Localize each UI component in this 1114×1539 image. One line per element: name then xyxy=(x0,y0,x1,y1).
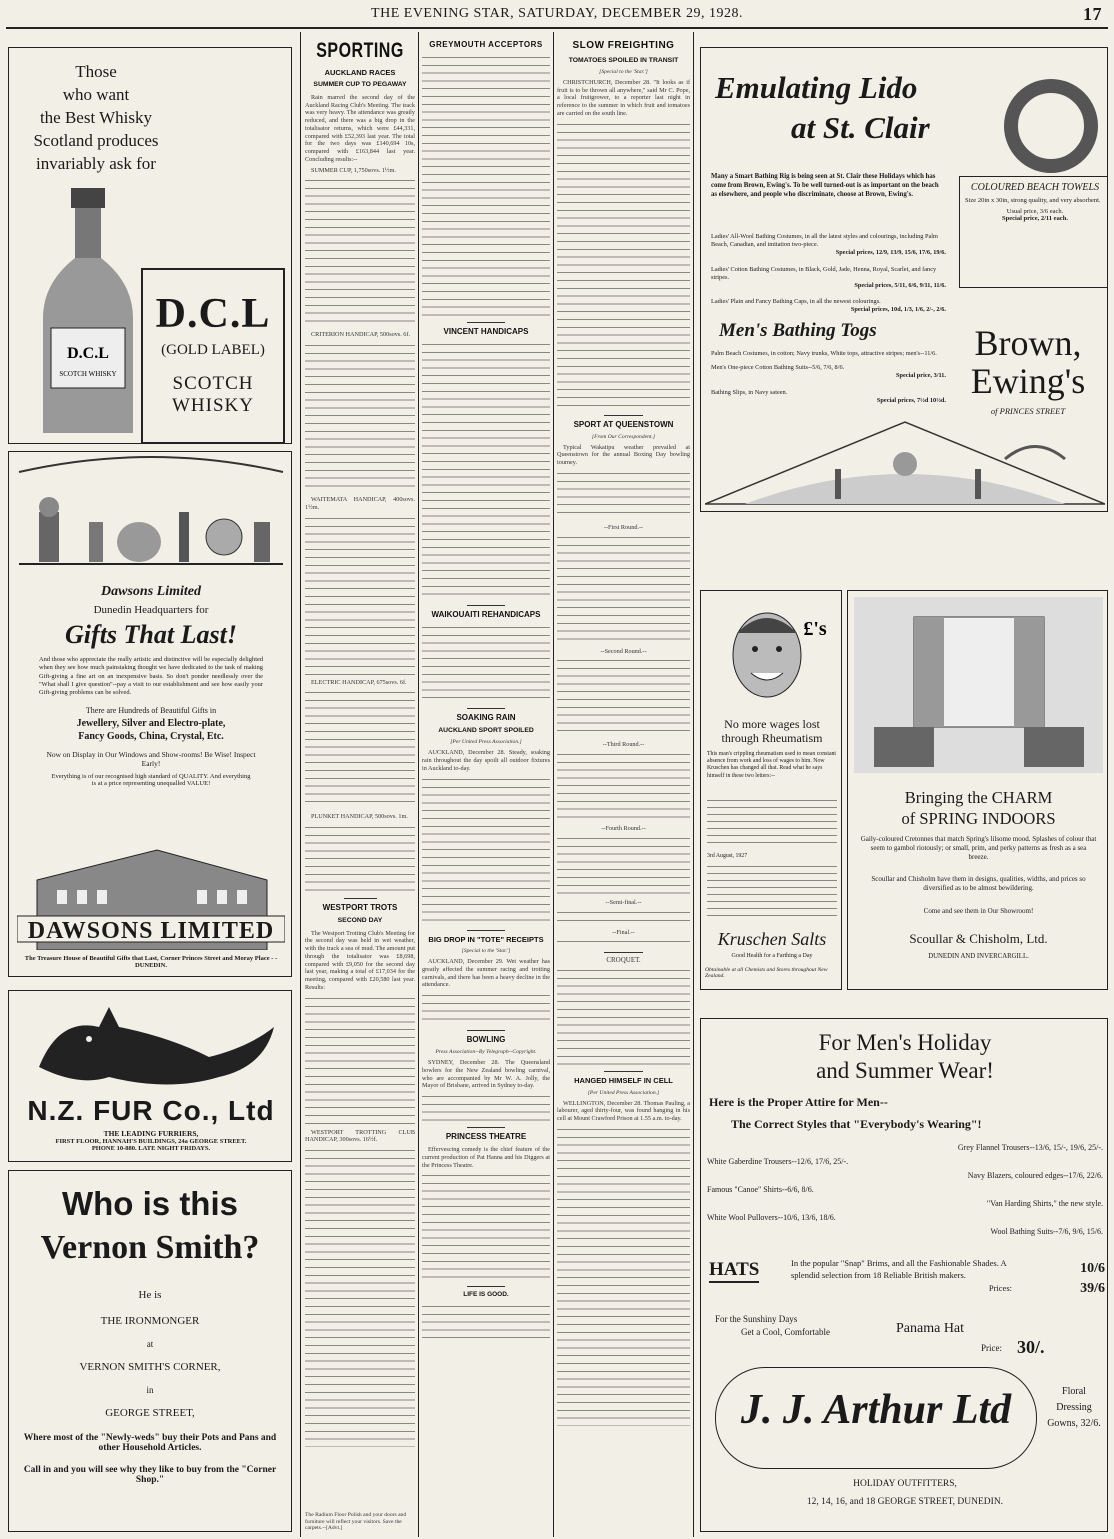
kruschen-availability: Obtainable at all Chemists and Stores throughout New Zealand. xyxy=(705,967,828,979)
scoullar-head1: Bringing the CHARM xyxy=(904,788,1053,807)
source-line: [From Our Correspondent.] xyxy=(591,433,656,440)
panama-hat: Panama Hat xyxy=(896,1321,965,1336)
masthead xyxy=(0,4,1114,26)
vernon-line: VERNON SMITH'S CORNER, xyxy=(79,1361,221,1373)
source-line: [Per United Press Association.] xyxy=(587,1089,660,1096)
kruschen-ad xyxy=(700,590,842,990)
article-text xyxy=(557,121,690,411)
togs-item-price: Special prices, 7½d 10½d. xyxy=(876,396,946,404)
divider xyxy=(467,1286,505,1287)
race-results-text xyxy=(305,342,415,492)
fur-ad xyxy=(8,990,292,1162)
kruschen-head2: through Rheumatism xyxy=(721,731,823,745)
brand-ewings: Ewing's xyxy=(970,361,1086,401)
section-heading: BIG DROP IN "TOTE" RECEIPTS xyxy=(428,934,544,944)
radium-advt: The Radium Floor Polish and your doors and furniture will reflect your visitors. Save the carpets.--[Advt.] xyxy=(305,1512,407,1532)
vernon-question: Who is this xyxy=(62,1185,238,1222)
vernon-line: in xyxy=(146,1385,154,1395)
dawsons-ad xyxy=(8,451,292,977)
dawsons-hundreds: There are Hundreds of Beautiful Gifts in xyxy=(85,705,217,715)
divider xyxy=(604,1071,644,1072)
togs-item-price: Special price, 3/11. xyxy=(895,372,946,380)
article-paragraph: AUCKLAND, December 29. Wet weather has greatly affected the summer racing and trotting carnivals, and there has been a heavy decline in the attendance. xyxy=(422,958,550,989)
brown-ewings-ad xyxy=(700,47,1108,512)
race-heading: SUMMER CUP, 1,750sovs. 1½m. xyxy=(311,166,396,174)
round-heading: --First Round.-- xyxy=(603,523,644,531)
smiling-man-illustration xyxy=(707,597,835,715)
lido-item-price: Special prices, 10d, 1/3, 1/6, 2/-, 2/6. xyxy=(850,306,946,314)
fur-address: FIRST FLOOR, HANNAH'S BUILDINGS, 24a GEORGE STREET. xyxy=(55,1138,247,1145)
article-paragraph: WELLINGTON, December 28. Thomas Pauling, a labourer, aged thirty-four, was found hanging in his cell at Mount Crawford Prison at 1.55 a.m. to-day. xyxy=(557,1099,690,1123)
source-line: Press Association--By Telegraph--Copyright. xyxy=(435,1049,537,1056)
dawsons-list1: Jewellery, Silver and Electro-plate, xyxy=(76,717,226,729)
handicaps-text xyxy=(422,624,550,704)
section-heading: LIFE IS GOOD. xyxy=(463,1291,509,1299)
hats-text: In the popular "Snap" Brims, and all the Fashionable Shades. A splendid selection from 18 Reliable British makers. xyxy=(791,1258,1007,1280)
greymouth-heading: GREYMOUTH ACCEPTORS xyxy=(429,40,543,49)
dawsons-name: Dawsons Limited xyxy=(101,584,201,599)
whisky-line: Scotland produces xyxy=(33,131,159,150)
slow-freighting-heading: SLOW FREIGHTING xyxy=(572,40,675,51)
section-heading: WAIKOUAITI REHANDICAPS xyxy=(431,610,541,619)
race-results-text xyxy=(305,515,415,675)
dawsons-every: Everything is of our recognised high standard of QUALITY. And everything is at a price representing unequalled VALUE! xyxy=(51,772,251,787)
round-heading: --Semi-final.-- xyxy=(605,898,642,906)
whisky-label: (GOLD LABEL) xyxy=(161,342,265,358)
column-rule xyxy=(553,32,554,1537)
arthur-sub2: The Correct Styles that "Everybody's Wearing"! xyxy=(731,1117,982,1131)
section-subheading: SUMMER CUP TO PEGAWAY xyxy=(313,81,407,89)
vernon-line: THE IRONMONGER xyxy=(100,1315,200,1327)
vernon-line: Where most of the "Newly-weds" buy their Pots and Pans and other Household Articles. xyxy=(23,1433,277,1453)
divider xyxy=(604,415,644,416)
towels-box xyxy=(959,176,1108,288)
round-heading: --Second Round.-- xyxy=(600,647,647,655)
article-text xyxy=(422,1172,550,1282)
hats-price-low: 10/6 xyxy=(1080,1261,1105,1276)
article-text xyxy=(557,470,690,520)
article-paragraph: Typical Wakatipu weather prevailed at Queenstown for the annual Boxing Day bowling tourney. xyxy=(557,443,690,467)
section-heading: BOWLING xyxy=(466,1035,506,1045)
divider xyxy=(467,322,505,323)
divider xyxy=(604,952,644,953)
divider xyxy=(467,930,505,931)
mens-togs-heading: Men's Bathing Togs xyxy=(719,320,877,341)
column-rule xyxy=(693,32,694,1537)
fox-icon xyxy=(19,997,283,1097)
arthur-logo: J. J. Arthur Ltd xyxy=(740,1387,1012,1433)
lido-item: Ladies' Plain and Fancy Bathing Caps, in all the newest colourings. xyxy=(711,298,881,306)
article-paragraph: Rain marred the second day of the Auckland Racing Club's Meeting. The track was very heavy. The attendance was greatly reduced, and there was a big drop in the totalisator returns, which were £44,331, compared with £52,393 last year. The total for the two days was £140,694 10s, compared with £163,844 last year. Concluding results:-- xyxy=(305,93,415,163)
vernon-line: Call in and you will see why they like to buy from the "Corner Shop." xyxy=(23,1465,277,1485)
whisky-brand: D.C.L xyxy=(155,291,271,337)
slow-freighting-column xyxy=(557,34,690,1534)
kruschen-head1: No more wages lost xyxy=(724,717,820,731)
divider xyxy=(467,1030,505,1031)
results-text xyxy=(557,938,690,948)
article-paragraph: Effervescing comedy is the chief feature of the current production of Pat Hanna and his Diggers at the Princess Theatre. xyxy=(422,1146,550,1169)
brand-princes-street: of PRINCES STREET xyxy=(990,406,1066,416)
arthur-item: Famous "Canoe" Shirts--6/6, 8/6. xyxy=(707,1185,814,1194)
arthur-item: White Gaberdine Trousers--12/6, 17/6, 25/-. xyxy=(707,1157,849,1166)
article-text xyxy=(422,1093,550,1123)
lido-item-price: Special prices, 5/11, 6/6, 9/11, 11/6. xyxy=(854,281,946,289)
article-text xyxy=(422,1303,550,1343)
panama-price-label: Price: xyxy=(981,1343,1002,1353)
togs-item: Palm Beach Costumes, in cotton; Navy trunks, White tops, attractive stripes; men's--11/6. xyxy=(711,350,937,357)
race-results-text xyxy=(305,1147,415,1447)
dawsons-sub: Dunedin Headquarters for xyxy=(93,604,209,616)
dawsons-building-name: DAWSONS LIMITED xyxy=(27,918,275,944)
whisky-line: Those xyxy=(75,62,117,81)
arthur-item: Navy Blazers, coloured edges--17/6, 22/6. xyxy=(967,1171,1103,1180)
scoullar-body: Gaily-coloured Cretonnes that match Spring's lilsome mood. Splashes of colour that seem to gambol riotously; or small, prim, and perky patterns as fresh as a sea breeze. xyxy=(860,835,1097,862)
round-heading: --Fourth Round.-- xyxy=(601,825,646,833)
article-text xyxy=(422,776,550,926)
section-heading: AUCKLAND RACES xyxy=(324,68,396,77)
scoullar-head2: of SPRING INDOORS xyxy=(901,809,1056,828)
section-heading: VINCENT HANDICAPS xyxy=(443,327,529,336)
article-paragraph: CHRISTCHURCH, December 28. "It looks as if fruit is to be thrown all anywhere," said Mr C. Pope, a local fruitgrower, to a reporter last night in reference to the summer in which fruit and tomatoes are carried on the south line. xyxy=(557,78,690,117)
togs-item: Bathing Slips, in Navy sateen. xyxy=(711,388,788,396)
whisky-product: SCOTCH WHISKY xyxy=(172,373,254,416)
vernon-line: He is xyxy=(138,1289,162,1301)
towels-usual: Usual price, 3/6 each. xyxy=(1006,208,1064,215)
dawsons-now: Now on Display in Our Windows and Show-rooms! Be Wise! Inspect Early! xyxy=(46,749,256,768)
panama-price: 30/. xyxy=(1017,1337,1045,1357)
dawsons-gifts-illustration xyxy=(9,452,292,582)
towels-desc: Size 20in x 30in, strong quality, and very absorbent. xyxy=(965,197,1101,204)
whisky-ad xyxy=(8,47,292,444)
floral-gowns: Floral Dressing Gowns, 32/6. xyxy=(1047,1386,1101,1429)
dawsons-foot: The Treasure House of Beautiful Gifts that Last, Corner Princes Street and Moray Place - - DUNEDIN. xyxy=(24,955,278,969)
results-text xyxy=(557,534,690,644)
arthur-head1: For Men's Holiday xyxy=(818,1030,992,1055)
divider xyxy=(467,605,505,606)
kruschen-letter xyxy=(707,797,837,847)
kruschen-name: Kruschen Salts xyxy=(717,929,827,949)
section-heading: SPORT AT QUEENSTOWN xyxy=(573,419,674,429)
section-heading: WESTPORT TROTS xyxy=(322,903,398,913)
article-paragraph: The Westport Trotting Club's Meeting for the second day was held in wet weather, with the track a sea of mud. The amount put through the totalisator was £8,698, compared with £9,050 for the second day last year, making a total of £17,034 for the meeting, compared with £20,580 last year. Results: xyxy=(305,929,415,991)
togs-item: Men's One-piece Cotton Bathing Suits--5/6, 7/6, 8/6. xyxy=(711,364,845,372)
divider xyxy=(467,1127,505,1128)
race-heading: WESTPORT TROTTING CLUB HANDICAP, 300sovs. 16½f. xyxy=(305,1128,415,1144)
dawsons-list2: Fancy Goods, China, Crystal, Etc. xyxy=(78,730,224,742)
scoullar-body2: Scoullar and Chisholm have them in designs, qualities, widths, and prices so diversified as to be almost bewildering. xyxy=(871,875,1086,893)
lido-item: Ladies' All-Wool Bathing Costumes, in all the latest styles and colourings, including Palm Beach, Canadian, and imitation two-piece. xyxy=(711,233,938,249)
race-results-text xyxy=(305,177,415,327)
sunshiny-line: Get a Cool, Comfortable xyxy=(741,1327,830,1337)
section-subheading: AUCKLAND SPORT SPOILED xyxy=(438,727,534,734)
arthur-ad xyxy=(700,1018,1108,1532)
svg-text:SCOTCH WHISKY: SCOTCH WHISKY xyxy=(59,370,117,378)
sporting-heading: SPORTING xyxy=(316,40,404,63)
section-subheading: TOMATOES SPOILED IN TRANSIT xyxy=(568,56,679,64)
svg-text:D.C.L: D.C.L xyxy=(67,345,109,362)
svg-text:£'s: £'s xyxy=(803,618,827,640)
masthead-title: THE EVENING STAR, SATURDAY, DECEMBER 29, 1928. xyxy=(371,6,743,21)
vernon-line: at xyxy=(146,1339,154,1349)
results-text xyxy=(557,751,690,821)
divider xyxy=(344,898,377,899)
arthur-address: 12, 14, 16, and 18 GEORGE STREET, DUNEDIN. xyxy=(806,1497,1004,1507)
article-paragraph: SYDNEY, December 28. The Queensland bowlers for the New Zealand bowling carnival, who are accompanied by Mr W. A. Jolly, the Mayor of Brisbane, arrived in Sydney to-day. xyxy=(422,1059,550,1090)
arthur-logo-panel xyxy=(715,1367,1037,1469)
section-heading: SOAKING RAIN xyxy=(456,713,516,722)
sunshiny-line: For the Sunshiny Days xyxy=(715,1314,798,1324)
source-line: [Special to the 'Star.'] xyxy=(461,948,511,955)
section-heading: CROQUET. xyxy=(606,956,641,965)
column-rule xyxy=(418,32,419,1537)
room-interior-illustration xyxy=(854,597,1103,773)
fur-name: N.Z. FUR Co., Ltd xyxy=(27,1095,275,1126)
arthur-sub1: Here is the Proper Attire for Men-- xyxy=(709,1095,888,1109)
section-heading: HANGED HIMSELF IN CELL xyxy=(574,1076,673,1086)
arthur-item: Wool Bathing Suits--7/6, 9/6, 15/6. xyxy=(990,1227,1103,1236)
vernon-line: GEORGE STREET, xyxy=(105,1407,195,1419)
divider xyxy=(467,708,505,709)
race-results-text xyxy=(305,995,415,1125)
kruschen-date: 3rd August, 1927 xyxy=(707,853,748,859)
fur-tagline: THE LEADING FURRIERS, xyxy=(103,1129,199,1138)
arthur-item: White Wool Pullovers--10/6, 13/6, 18/6. xyxy=(707,1213,836,1222)
arthur-head2: and Summer Wear! xyxy=(816,1058,994,1083)
sporting-column xyxy=(305,34,415,1534)
scoullar-name: Scoullar & Chisholm, Ltd. xyxy=(909,931,1048,946)
brand-brown: Brown, xyxy=(974,323,1082,363)
round-heading: --Third Round.-- xyxy=(602,741,645,749)
acceptors-text xyxy=(422,54,550,318)
lido-head2: at St. Clair xyxy=(791,110,930,145)
results-text xyxy=(557,657,690,737)
kruschen-tag: Good Health for a Farthing a Day xyxy=(731,953,813,959)
greymouth-column xyxy=(422,34,550,1534)
arthur-holiday: HOLIDAY OUTFITTERS, xyxy=(853,1479,957,1489)
source-line: [Per United Press Association.] xyxy=(450,739,522,746)
hats-prices-label: Prices: xyxy=(988,1283,1012,1293)
arthur-item: "Van Harding Shirts," the new style. xyxy=(986,1199,1103,1208)
section-heading: PRINCESS THEATRE xyxy=(445,1132,527,1142)
lido-item-price: Special prices, 12/9, 13/9, 15/6, 17/6, 19/6. xyxy=(835,249,946,257)
scoullar-ad xyxy=(847,590,1108,990)
race-heading: ELECTRIC HANDICAP, 675sovs. 6f. xyxy=(311,678,407,686)
round-heading: --Final.-- xyxy=(612,928,635,936)
article-paragraph: AUCKLAND, December 28. Steady, soaking rain throughout the day spoilt all outdoor fixtures in Auckland to-day. xyxy=(422,749,550,772)
article-text xyxy=(557,1126,690,1426)
hats-price-high: 39/6 xyxy=(1080,1281,1105,1296)
towels-special: Special price, 2/11 each. xyxy=(1002,215,1068,222)
race-heading: CRITERION HANDICAP, 500sovs. 6f. xyxy=(311,331,411,339)
whisky-line: who want xyxy=(62,85,130,104)
whisky-line: the Best Whisky xyxy=(39,108,153,127)
race-results-text xyxy=(305,824,415,894)
lido-item: Ladies' Cotton Bathing Costumes, in Black, Gold, Jade, Henna, Royal, Scarlet, and fancy stripes. xyxy=(711,265,937,281)
whisky-line: invariably ask for xyxy=(36,154,156,173)
hats-heading: HATS xyxy=(709,1259,759,1283)
race-heading: PLUNKET HANDICAP, 500sovs. 1m. xyxy=(311,813,408,821)
scoullar-come: Come and see them in Our Showroom! xyxy=(923,907,1034,915)
results-text xyxy=(557,909,690,925)
vernon-name: Vernon Smith? xyxy=(40,1229,260,1266)
beach-illustration xyxy=(705,414,1105,510)
race-results-text xyxy=(305,689,415,809)
scoullar-city: DUNEDIN AND INVERCARGILL. xyxy=(928,953,1029,960)
arthur-item: Grey Flannel Trousers--13/6, 15/-, 19/6, 25/-. xyxy=(957,1143,1103,1152)
vernon-ad xyxy=(8,1170,292,1532)
kruschen-letter xyxy=(707,863,837,919)
kruschen-body: This man's crippling rheumatism used to mean constant absence from work and loss of wages to him. Now Kruschen has changed all that. Read what he says himself in these two letters:-- xyxy=(707,751,837,779)
fur-phone: PHONE 10-880. LATE NIGHT FRIDAYS. xyxy=(91,1145,211,1152)
masthead-rule xyxy=(6,27,1108,29)
column-rule xyxy=(300,32,301,1537)
article-text xyxy=(557,967,690,1067)
towels-heading: COLOURED BEACH TOWELS xyxy=(970,182,1100,193)
dawsons-body: And those who appreciate the really artistic and distinctive will be especially delighted when they see how much painstaking thought we have dedicated to the task of making Gift-giving a fine art on an inexpensive basis. So don't ponder needlessly over the "What shall I give question"--pay a visit to our establishment and see how easily your Gift-giving problems can be solved. xyxy=(39,656,263,697)
results-text xyxy=(557,835,690,895)
page-number: 17 xyxy=(1083,4,1102,24)
dawsons-head: Gifts That Last! xyxy=(65,620,237,649)
race-heading: WAITEMATA HANDICAP, 400sovs. 1½m. xyxy=(305,496,415,511)
lido-head1: Emulating Lido xyxy=(715,70,918,105)
source-line: [Special to the 'Star.'] xyxy=(599,68,648,75)
lido-intro: Many a Smart Bathing Rig is being seen at St. Clair these Holidays which has come from Brown, Ewing's. To be well turned-out is as important on the beach as elsewhere, and people who discriminate, choose at Brown, Ewing's. xyxy=(711,173,939,198)
article-text xyxy=(422,992,550,1026)
handicaps-text xyxy=(422,341,550,601)
section-subheading: SECOND DAY xyxy=(337,917,383,925)
whisky-bottle-icon xyxy=(23,188,153,438)
